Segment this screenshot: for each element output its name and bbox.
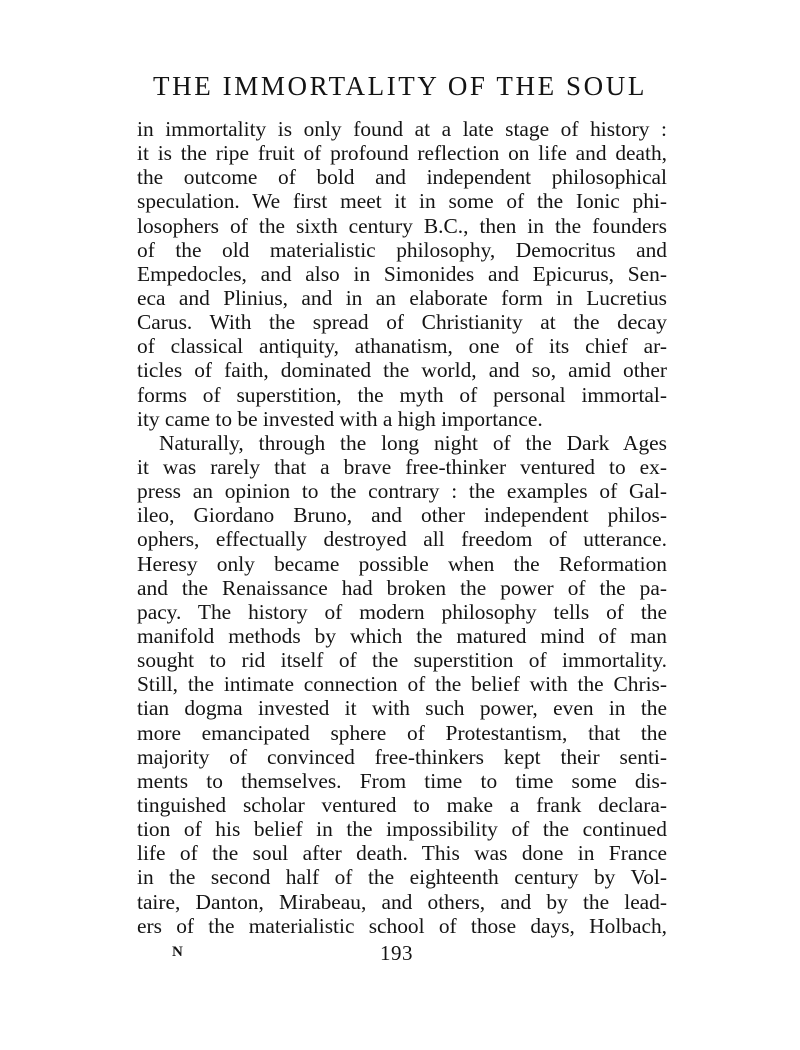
text-line: pacy. The history of modern philosophy tells of the (137, 599, 667, 624)
text-line: tinguished scholar ventured to make a frank declara- (137, 792, 667, 817)
text-line: losophers of the sixth century B.C., then in the founders (137, 213, 667, 238)
text-line: Naturally, through the long night of the Dark Ages (159, 430, 667, 455)
text-line: manifold methods by which the matured mind of man (137, 623, 667, 648)
text-line: and the Renaissance had broken the power of the pa- (137, 575, 667, 600)
text-line: in immortality is only found at a late stage of history : (137, 117, 667, 141)
text-line: the outcome of bold and independent philosophical (137, 165, 667, 190)
text-line: press an opinion to the contrary : the examples of Gal- (137, 479, 667, 504)
signature-mark: N (172, 944, 184, 960)
text-line: it is the ripe fruit of profound reflection on life and death, (137, 141, 667, 166)
text-line: forms of superstition, the myth of personal immortal- (137, 382, 667, 407)
text-line: eca and Plinius, and in an elaborate form in Lucretius (137, 285, 667, 310)
text-line: taire, Danton, Mirabeau, and others, and by the lead- (137, 889, 667, 914)
text-line: ticles of faith, dominated the world, and so, amid other (137, 358, 667, 383)
text-line: ers of the materialistic school of those days, Holbach, (137, 913, 667, 938)
text-line: Heresy only became possible when the Reformation (137, 551, 667, 576)
text-line: sought to rid itself of the superstition of immortality. (137, 648, 667, 673)
text-line: more emancipated sphere of Protestantism, that the (137, 720, 667, 745)
text-line: ophers, effectually destroyed all freedom of utterance. (137, 527, 667, 552)
page-number: 193 (380, 941, 413, 965)
text-line: life of the soul after death. This was done in France (137, 841, 667, 866)
page-footer (0, 941, 800, 968)
text-line: Still, the intimate connection of the belief with the Chris- (137, 672, 667, 697)
body-text (137, 117, 667, 938)
text-line: tian dogma invested it with such power, even in the (137, 696, 667, 721)
text-line: ileo, Giordano Bruno, and other independent philos- (137, 503, 667, 528)
text-line: tion of his belief in the impossibility of the continued (137, 817, 667, 842)
text-line: Carus. With the spread of Christianity at the decay (137, 310, 667, 335)
text-line: majority of convinced free-thinkers kept their senti- (137, 744, 667, 769)
running-head: THE IMMORTALITY OF THE SOUL (153, 71, 647, 101)
paragraph (137, 431, 667, 938)
text-line: speculation. We first meet it in some of the Ionic phi- (137, 189, 667, 214)
text-line: in the second half of the eighteenth century by Vol- (137, 865, 667, 890)
text-line: of the old materialistic philosophy, Democritus and (137, 237, 667, 262)
text-line: it was rarely that a brave free-thinker ventured to ex- (137, 454, 667, 479)
text-line: ity came to be invested with a high importance. (137, 406, 543, 431)
text-line: Empedocles, and also in Simonides and Epicurus, Sen- (137, 261, 667, 286)
text-line: ments to themselves. From time to time some dis- (137, 768, 667, 793)
paragraph (137, 117, 667, 431)
text-line: of classical antiquity, athanatism, one of its chief ar- (137, 334, 667, 359)
